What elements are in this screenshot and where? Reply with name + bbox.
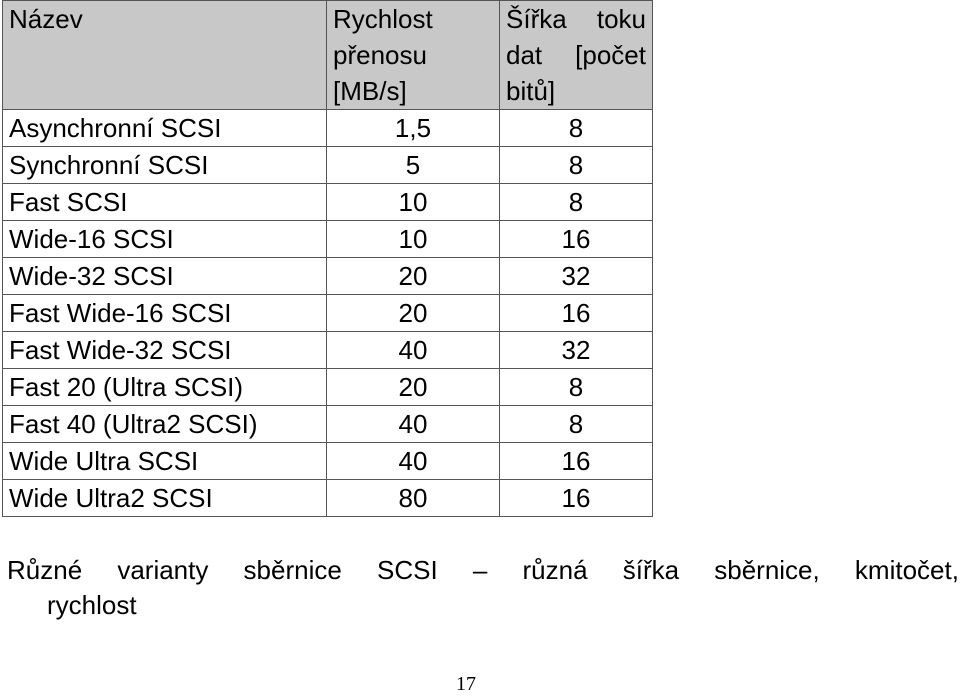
cell-speed: 80 xyxy=(327,480,500,517)
cell-width: 32 xyxy=(500,258,653,295)
header-bus-width xyxy=(500,1,653,110)
header-speed-line: přenosu xyxy=(333,40,427,70)
cell-speed: 10 xyxy=(327,221,500,258)
table-header-row xyxy=(3,1,653,110)
header-width-line: Šířka toku xyxy=(506,4,646,34)
cell-name: Fast SCSI xyxy=(3,184,327,221)
cell-speed: 10 xyxy=(327,184,500,221)
caption xyxy=(7,553,959,623)
cell-speed: 1,5 xyxy=(327,110,500,147)
table-row xyxy=(3,480,653,517)
cell-width: 8 xyxy=(500,184,653,221)
scsi-variants-table xyxy=(2,0,653,517)
table-row xyxy=(3,406,653,443)
caption-word: šířka xyxy=(622,555,680,585)
cell-width: 8 xyxy=(500,406,653,443)
table-row xyxy=(3,369,653,406)
header-name-label: Název xyxy=(9,4,83,34)
cell-width: 8 xyxy=(500,147,653,184)
cell-speed: 40 xyxy=(327,332,500,369)
header-width-line: dat [počet xyxy=(506,40,646,70)
cell-speed: 20 xyxy=(327,369,500,406)
table-row xyxy=(3,295,653,332)
table-row xyxy=(3,443,653,480)
caption-word: různá xyxy=(522,555,588,585)
cell-speed: 5 xyxy=(327,147,500,184)
cell-width: 8 xyxy=(500,110,653,147)
table-row xyxy=(3,221,653,258)
cell-width: 16 xyxy=(500,443,653,480)
header-speed-line: [MB/s] xyxy=(333,76,407,106)
cell-speed: 20 xyxy=(327,258,500,295)
header-speed xyxy=(327,1,500,110)
cell-name: Wide-32 SCSI xyxy=(3,258,327,295)
cell-name: Wide Ultra SCSI xyxy=(3,443,327,480)
header-width-line: bitů] xyxy=(506,76,556,106)
caption-word: sběrnice, xyxy=(714,555,820,585)
table-row xyxy=(3,110,653,147)
header-name xyxy=(3,1,327,110)
caption-line-2: rychlost xyxy=(47,590,137,620)
caption-word: kmitočet, xyxy=(854,555,959,585)
table-row xyxy=(3,258,653,295)
cell-name: Wide Ultra2 SCSI xyxy=(3,480,327,517)
header-speed-line: Rychlost xyxy=(333,4,433,34)
cell-name: Synchronní SCSI xyxy=(3,147,327,184)
table-row xyxy=(3,184,653,221)
caption-word: Různé xyxy=(7,555,83,585)
cell-name: Fast 20 (Ultra SCSI) xyxy=(3,369,327,406)
caption-word: sběrnice xyxy=(243,555,342,585)
cell-speed: 20 xyxy=(327,295,500,332)
cell-width: 16 xyxy=(500,221,653,258)
caption-line-1 xyxy=(7,553,959,588)
cell-width: 32 xyxy=(500,332,653,369)
cell-speed: 40 xyxy=(327,406,500,443)
page-number: 17 xyxy=(456,673,476,695)
cell-name: Fast 40 (Ultra2 SCSI) xyxy=(3,406,327,443)
cell-name: Fast Wide-32 SCSI xyxy=(3,332,327,369)
table-row xyxy=(3,332,653,369)
table-row xyxy=(3,147,653,184)
cell-width: 8 xyxy=(500,369,653,406)
caption-word: SCSI xyxy=(377,555,438,585)
cell-name: Fast Wide-16 SCSI xyxy=(3,295,327,332)
cell-speed: 40 xyxy=(327,443,500,480)
cell-width: 16 xyxy=(500,480,653,517)
caption-word: varianty xyxy=(117,555,209,585)
cell-name: Asynchronní SCSI xyxy=(3,110,327,147)
caption-word: – xyxy=(472,555,488,585)
cell-width: 16 xyxy=(500,295,653,332)
cell-name: Wide-16 SCSI xyxy=(3,221,327,258)
